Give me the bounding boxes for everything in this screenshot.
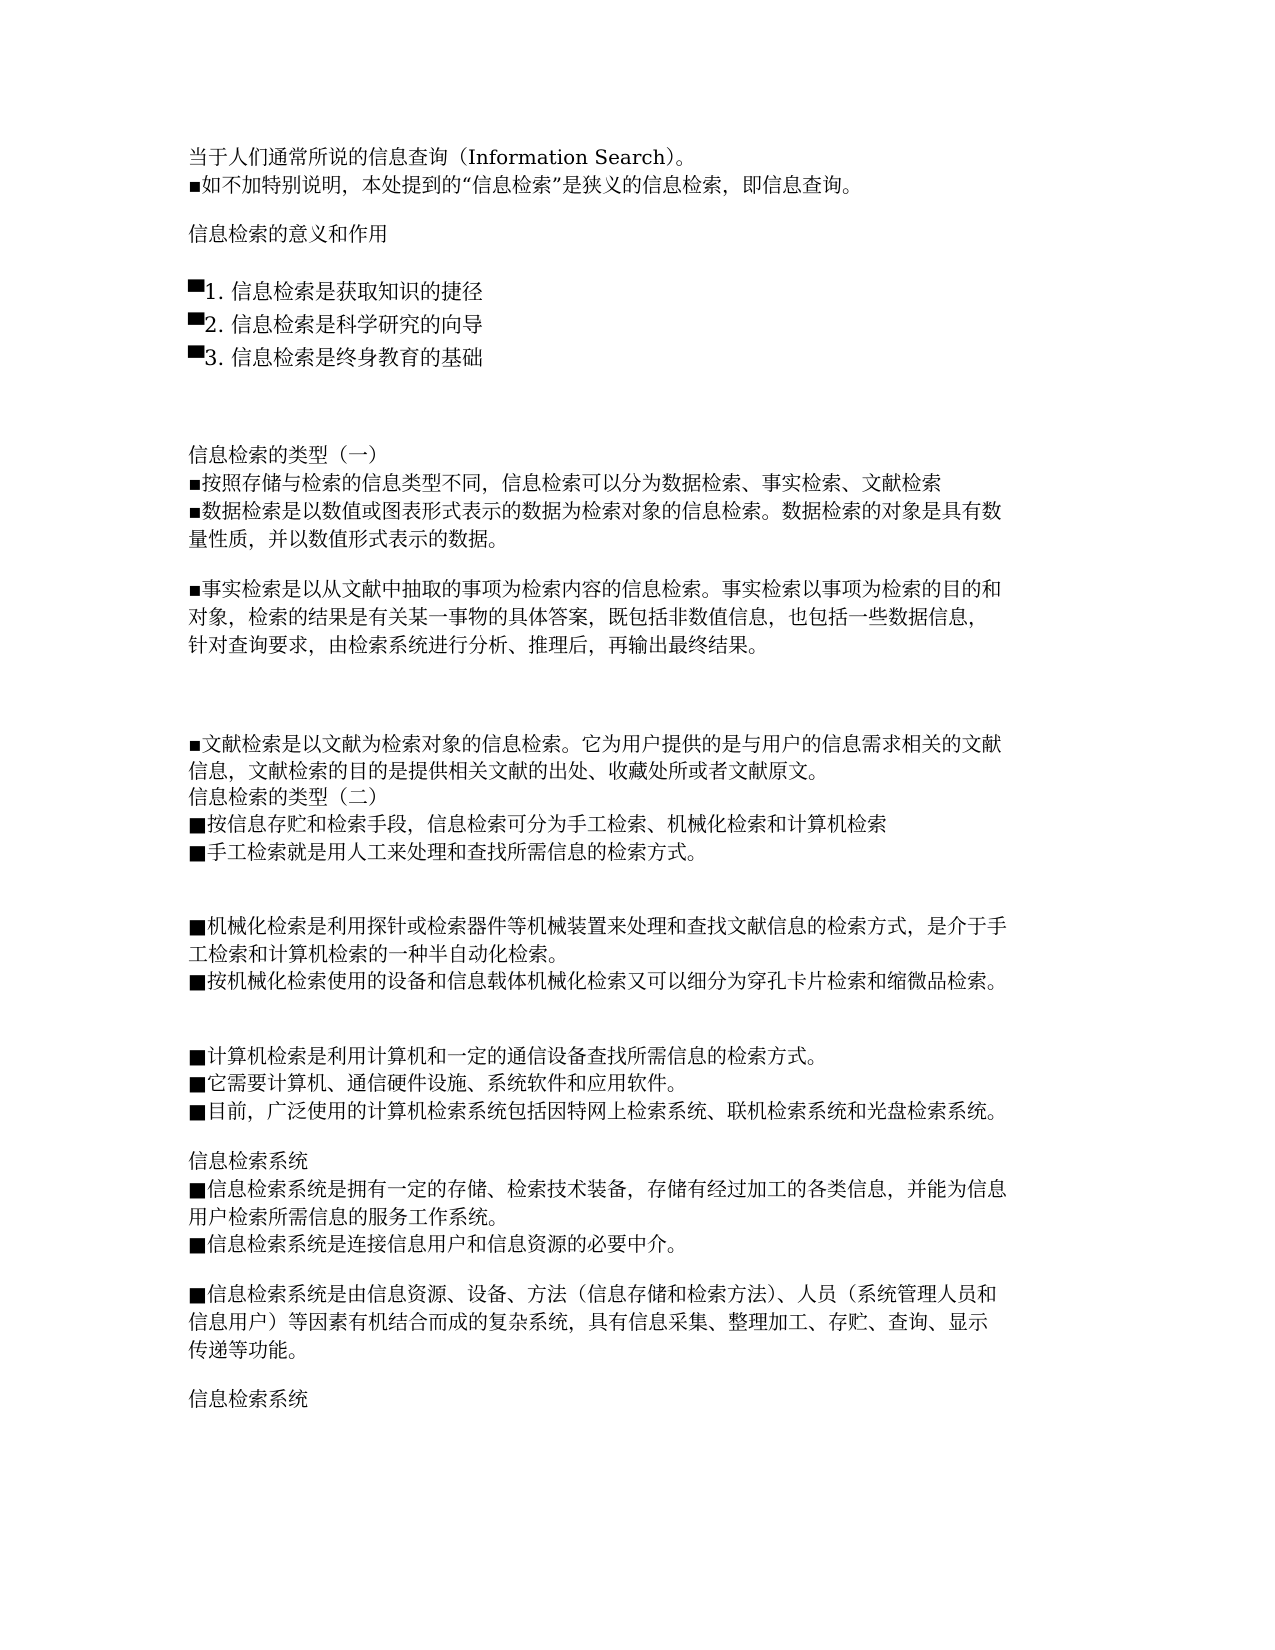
intro-line-2: ▪如不加特别说明，本处提到的“信息检索”是狭义的信息检索，即信息查询。: [188, 173, 863, 197]
types2-paragraph-3-line-1: ■机械化检索是利用探针或检索器件等机械装置来处理和查找文献信息的检索方式，是介于手: [188, 914, 1007, 938]
types2-heading: 信息检索的类型（二）: [188, 785, 388, 809]
types2-paragraph-2: ■手工检索就是用人工来处理和查找所需信息的检索方式。: [188, 840, 707, 864]
types2-paragraph-5: ■计算机检索是利用计算机和一定的通信设备查找所需信息的检索方式。: [188, 1044, 827, 1068]
types2-paragraph-4: ■按机械化检索使用的设备和信息载体机械化检索又可以细分为穿孔卡片检索和缩微品检索。: [188, 969, 1007, 993]
intro-line-1: 当于人们通常所说的信息查询（Information Search）。: [188, 145, 696, 169]
system-paragraph-2: ■信息检索系统是连接信息用户和信息资源的必要中介。: [188, 1232, 687, 1256]
types1-paragraph-2-line-2: 量性质，并以数值形式表示的数据。: [188, 527, 508, 551]
types1-paragraph-3-line-3: 针对查询要求，由检索系统进行分析、推理后，再输出最终结果。: [188, 633, 768, 657]
significance-heading: 信息检索的意义和作用: [188, 222, 388, 246]
types1-paragraph-1: ▪按照存储与检索的信息类型不同，信息检索可以分为数据检索、事实检索、文献检索: [188, 471, 942, 495]
system-paragraph-1-line-2: 用户检索所需信息的服务工作系统。: [188, 1205, 508, 1229]
types1-paragraph-4-line-2: 信息，文献检索的目的是提供相关文献的出处、收藏处所或者文献原文。: [188, 759, 828, 783]
types1-paragraph-3-line-2: 对象，检索的结果是有关某一事物的具体答案，既包括非数值信息，也包括一些数据信息，: [188, 605, 988, 629]
significance-item-2: ▀2. 信息检索是科学研究的向导: [188, 313, 483, 337]
types2-paragraph-1: ■按信息存贮和检索手段，信息检索可分为手工检索、机械化检索和计算机检索: [188, 812, 887, 836]
types2-paragraph-3-line-2: 工检索和计算机检索的一种半自动化检索。: [188, 942, 568, 966]
system-heading: 信息检索系统: [188, 1149, 308, 1173]
significance-item-3: ▀3. 信息检索是终身教育的基础: [188, 346, 483, 370]
system-paragraph-3-line-2: 信息用户）等因素有机结合而成的复杂系统，具有信息采集、整理加工、存贮、查询、显示: [188, 1310, 988, 1334]
types1-heading: 信息检索的类型（一）: [188, 443, 388, 467]
types1-paragraph-3-line-1: ▪事实检索是以从文献中抽取的事项为检索内容的信息检索。事实检索以事项为检索的目的和: [188, 577, 1002, 601]
types1-paragraph-4-line-1: ▪文献检索是以文献为检索对象的信息检索。它为用户提供的是与用户的信息需求相关的文献: [188, 732, 1002, 756]
system-paragraph-1-line-1: ■信息检索系统是拥有一定的存储、检索技术装备，存储有经过加工的各类信息，并能为信息: [188, 1177, 1007, 1201]
types2-paragraph-7: ■目前，广泛使用的计算机检索系统包括因特网上检索系统、联机检索系统和光盘检索系统。: [188, 1099, 1007, 1123]
types1-paragraph-2-line-1: ▪数据检索是以数值或图表形式表示的数据为检索对象的信息检索。数据检索的对象是具有数: [188, 499, 1002, 523]
types2-paragraph-6: ■它需要计算机、通信硬件设施、系统软件和应用软件。: [188, 1071, 687, 1095]
system-paragraph-3-line-1: ■信息检索系统是由信息资源、设备、方法（信息存储和检索方法）、人员（系统管理人员和: [188, 1282, 997, 1306]
system-heading-2: 信息检索系统: [188, 1387, 308, 1411]
system-paragraph-3-line-3: 传递等功能。: [188, 1338, 308, 1362]
significance-item-1: ▀1. 信息检索是获取知识的捷径: [188, 280, 483, 304]
